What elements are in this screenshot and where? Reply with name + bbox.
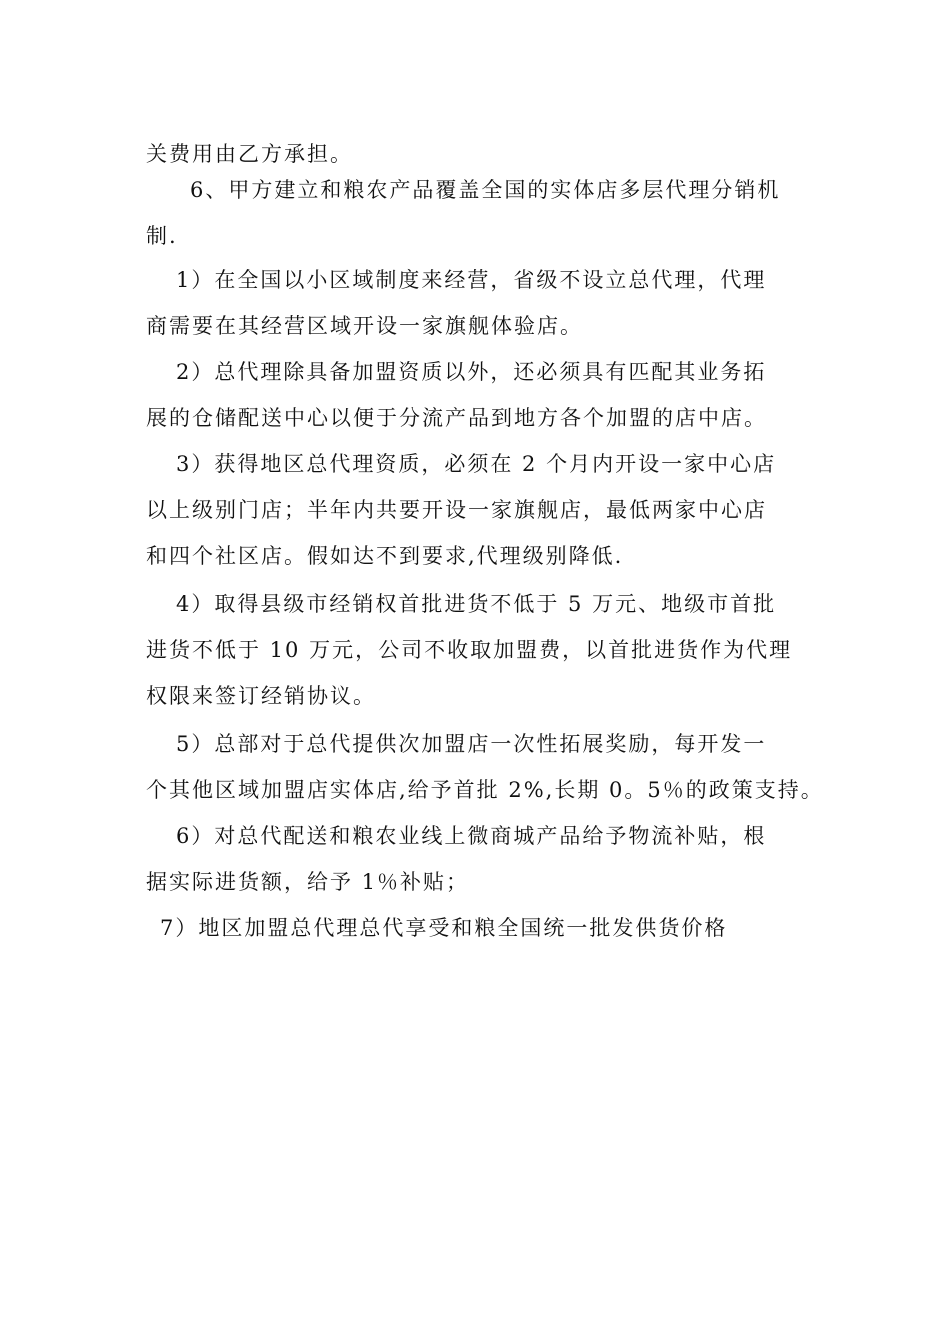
- text-line-18: 7）地区加盟总代理总代享受和粮全国统一批发供货价格: [160, 916, 728, 940]
- text-line-16: 6）对总代配送和粮农业线上微商城产品给予物流补贴，根: [176, 824, 767, 848]
- text-line-4: 1）在全国以小区域制度来经营，省级不设立总代理，代理: [176, 268, 767, 292]
- text-line-8: 3）获得地区总代理资质，必须在 2 个月内开设一家中心店: [176, 452, 777, 476]
- text-line-6: 2）总代理除具备加盟资质以外，还必须具有匹配其业务拓: [176, 360, 767, 384]
- text-line-7: 展的仓储配送中心以便于分流产品到地方各个加盟的店中店。: [146, 406, 767, 430]
- text-line-17: 据实际进货额，给予 1％补贴；: [146, 870, 470, 894]
- text-line-2: 6、甲方建立和粮农产品覆盖全国的实体店多层代理分销机: [190, 178, 781, 202]
- text-line-1: 关费用由乙方承担。: [146, 142, 353, 166]
- text-line-15: 个其他区域加盟店实体店,给予首批 2%,长期 0。5％的政策支持。: [146, 778, 824, 802]
- text-line-14: 5）总部对于总代提供次加盟店一次性拓展奖励，每开发一: [176, 732, 767, 756]
- text-line-12: 进货不低于 10 万元，公司不收取加盟费，以首批进货作为代理: [146, 638, 793, 662]
- text-line-10: 和四个社区店。假如达不到要求,代理级别降低.: [146, 544, 624, 568]
- text-line-5: 商需要在其经营区域开设一家旗舰体验店。: [146, 314, 583, 338]
- text-line-9: 以上级别门店；半年内共要开设一家旗舰店，最低两家中心店: [146, 498, 767, 522]
- text-line-13: 权限来签订经销协议。: [146, 684, 376, 708]
- text-line-3: 制.: [146, 224, 178, 248]
- text-line-11: 4）取得县级市经销权首批进货不低于 5 万元、地级市首批: [176, 592, 777, 616]
